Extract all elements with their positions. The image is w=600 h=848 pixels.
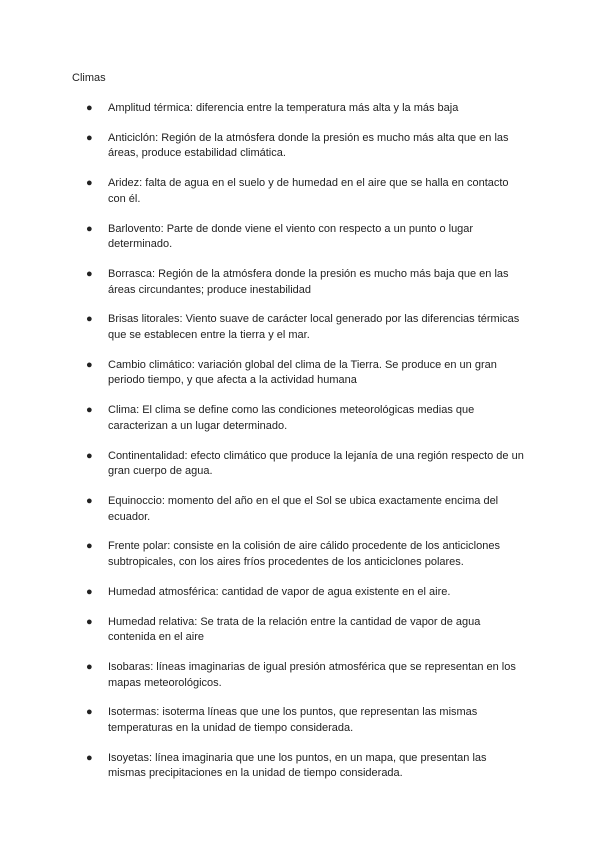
list-item [0,358,600,389]
list-item [0,403,600,434]
list-item [0,267,600,298]
list-item-text: Equinoccio: momento del año en el que el Sol se ubica exactamente encima del ecuador. [108,495,499,523]
list-item-text: Humedad atmosférica: cantidad de vapor de agua existente en el aire. [108,585,451,598]
glossary-list [0,101,600,796]
list-item [0,101,600,117]
list-item-text: Borrasca: Región de la atmósfera donde la presión es mucho más baja que en las áreas circundantes; produce inestabilidad [108,268,509,296]
list-item-text: Aridez: falta de agua en el suelo y de humedad en el aire que se halla en contacto con él. [108,177,509,205]
bullet-icon: ● [86,358,93,371]
list-item-text: Frente polar: consiste en la colisión de aire cálido procedente de los anticiclones subtropicales, con los aires fríos procedentes de los anticiclones polares. [108,540,500,568]
list-item-text: Anticiclón: Región de la atmósfera donde la presión es mucho más alta que en las áreas, produce estabilidad climática. [108,131,509,160]
list-item [0,660,600,691]
list-item-text: Continentalidad: efecto climático que produce la lejanía de una región respecto de un gran cuerpo de agua. [108,449,524,478]
bullet-icon: ● [86,615,93,628]
bullet-icon: ● [86,495,93,508]
list-item-text: Brisas litorales: Viento suave de carácter local generado por las diferencias térmicas que se establecen entre la tierra y el mar. [108,313,520,341]
list-item-text: Amplitud térmica: diferencia entre la temperatura más alta y la más baja [108,102,459,114]
bullet-icon: ● [86,313,93,326]
list-item [0,585,600,601]
bullet-icon: ● [86,706,93,719]
list-item-text: Cambio climático: variación global del clima de la Tierra. Se produce en un gran periodo tiempo, y que afecta a la actividad humana [108,358,497,387]
bullet-icon: ● [86,585,93,598]
list-item [0,131,600,162]
bullet-icon: ● [86,102,93,114]
bullet-icon: ● [86,177,93,190]
bullet-icon: ● [86,131,93,144]
bullet-icon: ● [86,222,93,235]
bullet-icon: ● [86,404,93,417]
bullet-icon: ● [86,540,93,553]
list-item [0,615,600,646]
list-item-text: Isoyetas: línea imaginaria que une los puntos, en un mapa, que presentan las mismas precipitaciones en la unidad de tiempo considerada. [108,751,487,780]
list-item [0,751,600,782]
list-item-text: Clima: El clima se define como las condiciones meteorológicas medias que caracterizan a un lugar determinado. [108,404,475,432]
bullet-icon: ● [86,751,93,764]
list-item-text: Barlovento: Parte de donde viene el viento con respecto a un punto o lugar determinado. [108,222,474,251]
bullet-icon: ● [86,449,93,462]
list-item [0,312,600,343]
bullet-icon: ● [86,661,93,674]
list-item [0,176,600,207]
list-item [0,705,600,736]
list-item [0,539,600,570]
page-title: Climas [72,72,106,84]
bullet-icon: ● [86,268,93,281]
list-item-text: Humedad relativa: Se trata de la relación entre la cantidad de vapor de agua contenida en el aire [108,615,481,644]
list-item [0,449,600,480]
list-item-text: Isotermas: isoterma líneas que une los puntos, que representan las mismas temperaturas en la unidad de tiempo considerada. [108,706,478,734]
list-item-text: Isobaras: líneas imaginarias de igual presión atmosférica que se representan en los mapas meteorológicos. [108,661,516,689]
list-item [0,222,600,253]
list-item [0,494,600,525]
